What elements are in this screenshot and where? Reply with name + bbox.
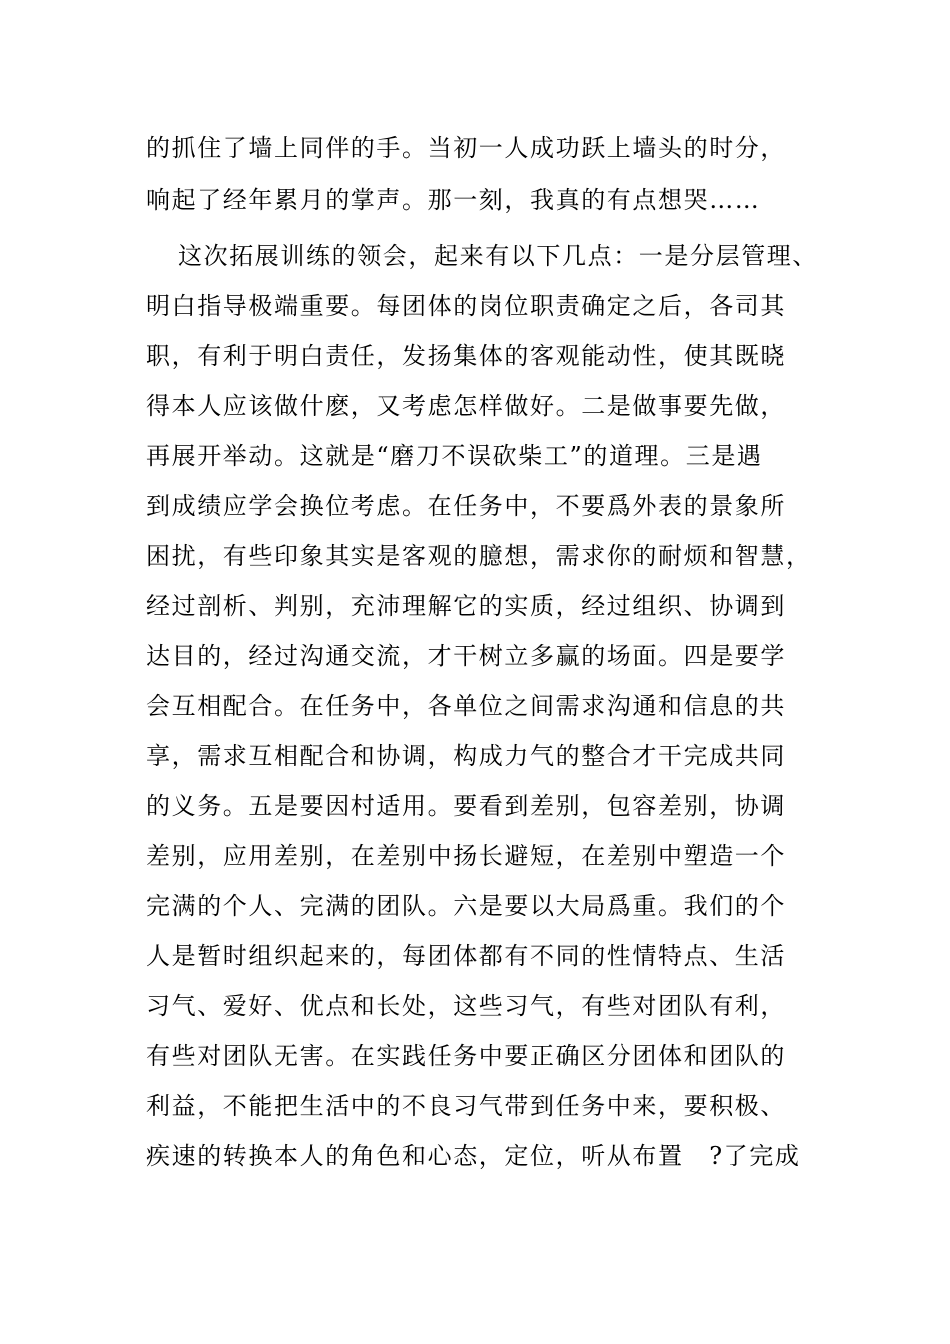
text-line: 明白指导极端重要。每团体的岗位职责确定之后，各司其 <box>146 292 786 320</box>
text-line: 到成绩应学会换位考虑。在任务中，不要爲外表的景象所 <box>146 492 786 520</box>
text-line: 疾速的转换本人的角色和心态，定位，听从布置 ?了完成 <box>146 1142 801 1170</box>
text-line: 完满的个人、完满的团队。六是要以大局爲重。我们的个 <box>146 892 786 920</box>
text-line: 得本人应该做什麽，又考虑怎样做好。二是做事要先做， <box>146 392 786 420</box>
text-line: 享，需求互相配合和协调，构成力气的整合才干完成共同 <box>146 742 786 770</box>
text-line: 的抓住了墙上同伴的手。当初一人成功跃上墙头的时分， <box>146 134 786 162</box>
text-line: 会互相配合。在任务中，各单位之间需求沟通和信息的共 <box>146 692 786 720</box>
text-line: 利益，不能把生活中的不良习气带到任务中来，要积极、 <box>146 1092 786 1120</box>
text-line: 职，有利于明白责任，发扬集体的客观能动性，使其既晓 <box>146 342 786 370</box>
text-line: 达目的，经过沟通交流，才干树立多赢的场面。四是要学 <box>146 642 786 670</box>
text-line: 习气、爱好、优点和长处，这些习气，有些对团队有利， <box>146 992 786 1020</box>
text-line: 有些对团队无害。在实践任务中要正确区分团体和团队的 <box>146 1042 786 1070</box>
text-line: 再展开举动。这就是“磨刀不误砍柴工”的道理。三是遇 <box>146 442 763 470</box>
text-line: 人是暂时组织起来的，每团体都有不同的性情特点、生活 <box>146 942 786 970</box>
text-line: 差别，应用差别，在差别中扬长避短，在差别中塑造一个 <box>146 842 786 870</box>
text-line: 的义务。五是要因村适用。要看到差别，包容差别，协调 <box>146 792 786 820</box>
text-line: 响起了经年累月的掌声。那一刻，我真的有点想哭…… <box>146 186 761 214</box>
text-line: 经过剖析、判别，充沛理解它的实质，经过组织、协调到 <box>146 592 786 620</box>
text-line: 困扰，有些印象其实是客观的臆想，需求你的耐烦和智慧， <box>146 542 812 570</box>
paragraph-first-line: 这次拓展训练的领会，起来有以下几点：一是分层管理、 <box>178 242 818 270</box>
